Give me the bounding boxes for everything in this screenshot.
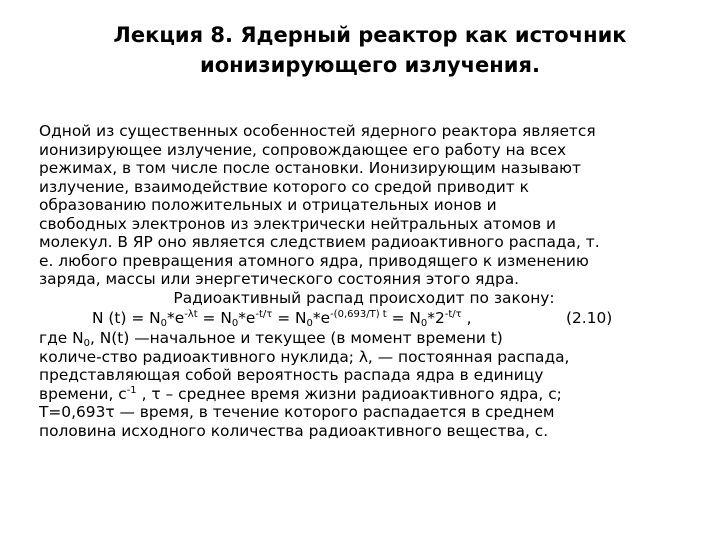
decay-formula xyxy=(39,307,689,329)
formula-text: , xyxy=(461,309,472,327)
paragraph-line: молекул. В ЯР оно является следствием радиоактивного распада, т. xyxy=(39,233,600,251)
formula-number: (2.10) xyxy=(566,309,613,327)
formula-superscript: -t/τ xyxy=(255,309,273,320)
explanation-text: , N(t) —начальное и текущее (в момент времени t) xyxy=(89,329,503,347)
formula-subscript: 0 xyxy=(420,318,428,329)
explanation-line xyxy=(39,385,689,404)
formula-text: *2 xyxy=(427,309,445,327)
paragraph-line: излучение, взаимодействие которого со средой приводит к xyxy=(39,177,529,196)
paragraph-line: е. любого превращения атомного ядра, приводящего к изменению xyxy=(39,251,589,270)
formula-superscript: -t/τ xyxy=(444,309,462,320)
explanation-text: времени, с xyxy=(39,384,127,403)
explanation-text: где N xyxy=(39,329,84,347)
paragraph-line: образованию положительных и отрицательных ионов и xyxy=(39,196,497,214)
formula-superscript: -λt xyxy=(184,309,198,320)
formula-text: *e xyxy=(167,309,185,327)
slide-body xyxy=(39,122,689,440)
explanation-line: T=0,693τ — время, в течение которого распадается в среднем xyxy=(39,403,555,421)
formula-text: N (t) = N xyxy=(92,309,161,327)
formula-text: = N xyxy=(272,309,307,327)
title-line-2: ионизирующего излучения. xyxy=(200,53,540,77)
formula-subscript: 0 xyxy=(231,318,239,329)
law-intro: Радиоактивный распад происходит по закону: xyxy=(173,288,555,307)
paragraph-line: режимах, в том числе после остановки. Ионизирующим называют xyxy=(39,159,581,177)
title-line-1: Лекция 8. Ядерный реактор как источник xyxy=(113,23,627,47)
explanation-line: количе-ство радиоактивного нуклида; λ, — постоянная распада, xyxy=(39,347,570,366)
explanation-superscript: -1 xyxy=(126,384,137,396)
paragraph-line: заряда, массы или энергетического состояния этого ядра. xyxy=(39,270,520,288)
formula-text: *e xyxy=(238,309,256,327)
formula-text: *e xyxy=(312,309,331,327)
explanation-line: половина исходного количества радиоактивного вещества, с. xyxy=(39,421,549,440)
formula-text: = N xyxy=(197,309,232,327)
explanation-line xyxy=(39,329,689,348)
slide-title xyxy=(60,20,680,80)
formula-subscript: 0 xyxy=(306,318,313,329)
formula-text: = N xyxy=(386,309,421,327)
explanation-subscript: 0 xyxy=(83,338,90,349)
formula-expression xyxy=(92,307,472,329)
paragraph-line: Одной из существенных особенностей ядерного реактора является xyxy=(39,122,596,140)
formula-superscript: -(0,693/T) t xyxy=(330,309,387,320)
paragraph-line: свободных электронов из электрически нейтральных атомов и xyxy=(39,214,557,233)
explanation-text: , τ – среднее время жизни радиоактивного ядра, с; xyxy=(136,384,562,403)
formula-subscript: 0 xyxy=(160,318,168,329)
explanation-line: представляющая собой вероятность распада ядра в единицу xyxy=(39,366,544,384)
paragraph-line: ионизирующее излучение, сопровождающее его работу на всех xyxy=(39,140,567,159)
